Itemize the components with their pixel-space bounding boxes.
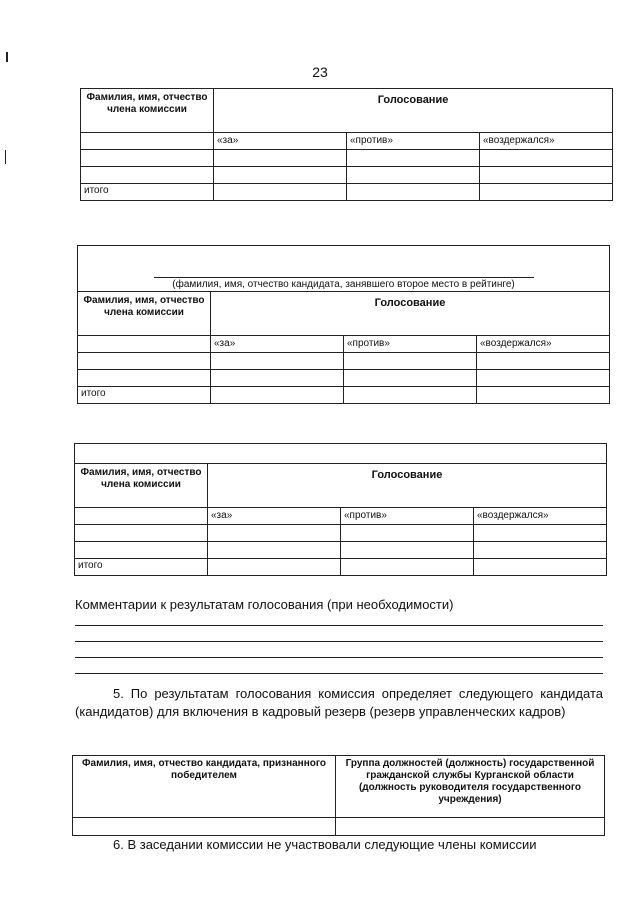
column-header-position-group: Группа должностей (должность) государственной гражданской службы Курганской области (должность руководителя государственного учреждения) [336, 756, 605, 818]
voting-table-3 [74, 443, 607, 576]
paragraph-5: 5. По результатам голосования комиссия определяет следующего кандидата (кандидатов) для включения в кадровый резерв (резерв управленческих кадров) [75, 686, 603, 719]
candidate-caption: (фамилия, имя, отчество кандидата, занявшего второе место в рейтинге) [172, 279, 515, 290]
table-row-total [75, 559, 607, 576]
table-cell [81, 133, 214, 150]
column-header-voting: Голосование [214, 89, 613, 133]
total-label: итого [75, 559, 208, 576]
winner-table [72, 755, 605, 836]
column-header-against: «против» [347, 133, 480, 150]
column-header-for: «за» [208, 508, 341, 525]
candidate-name-line [154, 277, 534, 278]
comment-line [75, 625, 603, 626]
candidate-caption-cell [78, 246, 610, 292]
total-label: итого [78, 387, 211, 404]
column-header-member-name: Фамилия, имя, отчество члена комиссии [75, 464, 208, 508]
table-row [73, 818, 605, 836]
column-header-voting: Голосование [211, 292, 610, 336]
total-label: итого [81, 184, 214, 201]
paragraph-6: 6. В заседании комиссии не участвовали следующие члены комиссии [113, 837, 537, 852]
table-row [78, 353, 610, 370]
table-row-total [81, 184, 613, 201]
scan-speck [5, 150, 6, 164]
column-header-against: «против» [344, 336, 477, 353]
voting-table-2 [77, 245, 610, 404]
table-row [81, 167, 613, 184]
column-header-for: «за» [214, 133, 347, 150]
voting-table-1 [80, 88, 613, 201]
column-header-member-name: Фамилия, имя, отчество члена комиссии [81, 89, 214, 133]
column-header-abstain: «воздержался» [474, 508, 607, 525]
table-row [78, 370, 610, 387]
comment-line [75, 657, 603, 658]
comment-line [75, 641, 603, 642]
table-cell [78, 336, 211, 353]
page-number: 23 [312, 64, 328, 80]
table-cell [75, 508, 208, 525]
comment-line [75, 673, 603, 674]
column-header-against: «против» [341, 508, 474, 525]
table-row [75, 542, 607, 559]
column-header-member-name: Фамилия, имя, отчество члена комиссии [78, 292, 211, 336]
column-header-candidate-name: Фамилия, имя, отчество кандидата, признанного победителем [73, 756, 336, 818]
column-header-abstain: «воздержался» [477, 336, 610, 353]
comments-label: Комментарии к результатам голосования (при необходимости) [75, 597, 454, 612]
table-row [81, 150, 613, 167]
column-header-for: «за» [211, 336, 344, 353]
table-row [75, 525, 607, 542]
column-header-abstain: «воздержался» [480, 133, 613, 150]
column-header-voting: Голосование [208, 464, 607, 508]
table-row-total [78, 387, 610, 404]
scan-speck [6, 52, 8, 62]
candidate-name-cell [75, 444, 607, 464]
